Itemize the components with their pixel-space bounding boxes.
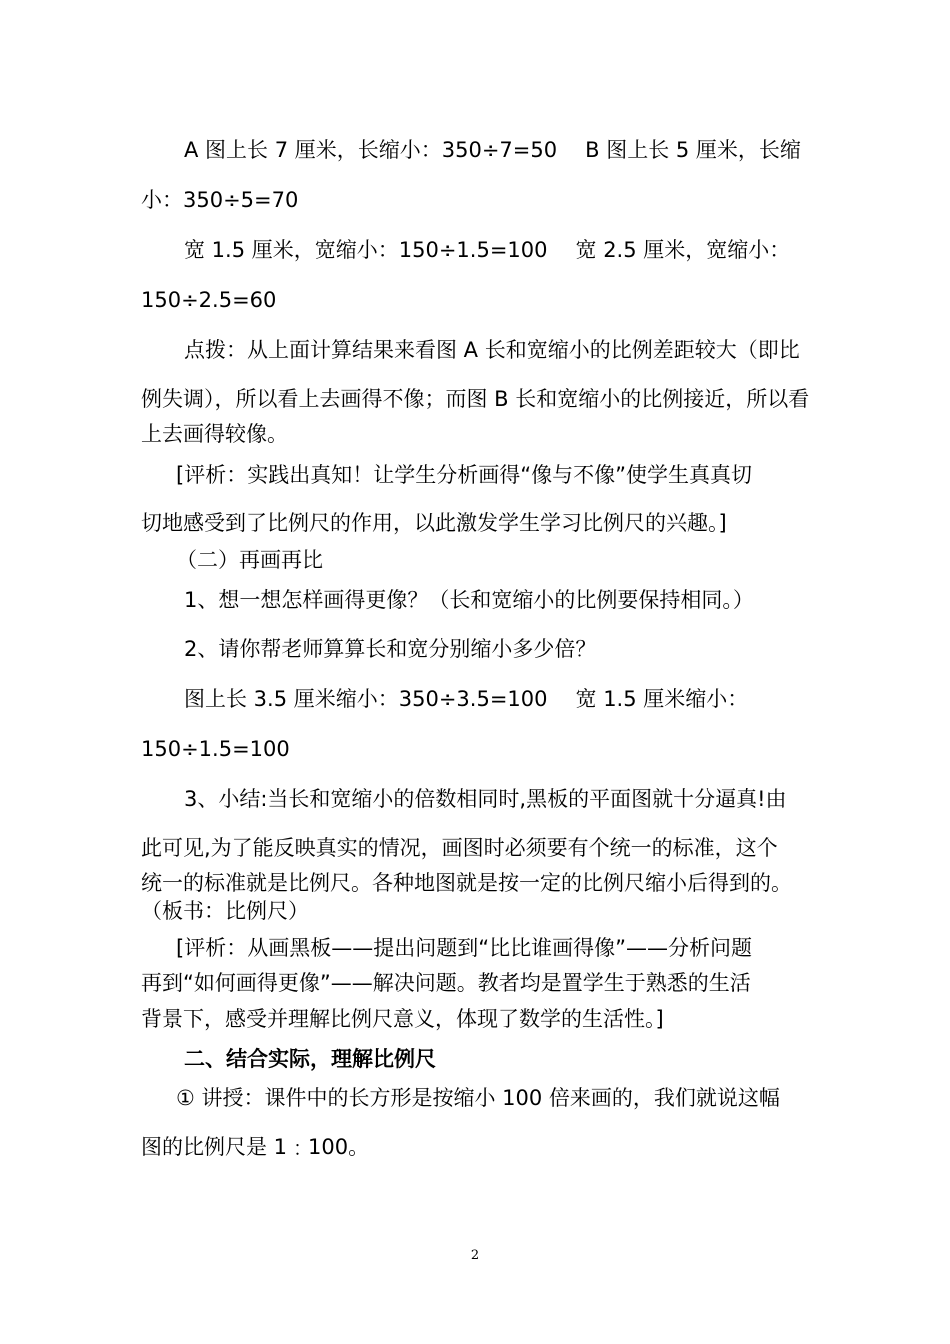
text-segment: 图上长 3.5 厘米缩小：350÷3.5=100 [184, 687, 548, 711]
paragraph-line: ① 讲授：课件中的长方形是按缩小 100 倍来画的，我们就说这幅 [176, 1086, 780, 1110]
paragraph-line: 1、想一想怎样画得更像？（长和宽缩小的比例要保持相同。） [184, 588, 754, 612]
text-segment: 宽 1.5 厘米缩小： [575, 687, 749, 711]
paragraph-line: [评析：实践出真知！让学生分析画得“像与不像”使学生真真切 [176, 463, 752, 487]
paragraph-line: 切地感受到了比例尺的作用，以此激发学生学习比例尺的兴趣。] [141, 511, 727, 535]
paragraph-line: 2、请你帮老师算算长和宽分别缩小多少倍？ [184, 637, 597, 661]
paragraph-line: 150÷2.5=60 [141, 288, 277, 312]
paragraph-line: 例失调），所以看上去画得不像；而图 B 长和宽缩小的比例接近，所以看 [141, 387, 810, 411]
paragraph-line: 150÷1.5=100 [141, 737, 290, 761]
paragraph-line: 背景下，感受并理解比例尺意义，体现了数学的生活性。] [141, 1007, 664, 1031]
paragraph-line: 图的比例尺是 1﹕100。 [141, 1135, 370, 1159]
paragraph-line: 小：350÷5=70 [141, 188, 299, 212]
section-heading: （二）再画再比 [176, 548, 323, 572]
paragraph-line [184, 136, 801, 164]
paragraph-line: 3、小结:当长和宽缩小的倍数相同时,黑板的平面图就十分逼真!由 [184, 787, 787, 811]
text-segment: B 图上长 5 厘米，长缩 [585, 138, 801, 162]
paragraph-line: （板书：比例尺） [141, 899, 309, 923]
section-heading: 二、结合实际，理解比例尺 [184, 1047, 436, 1071]
paragraph-line: 此可见,为了能反映真实的情况，画图时必须要有个统一的标准，这个 [141, 836, 778, 860]
text-segment: A 图上长 7 厘米，长缩小：350÷7=50 [184, 138, 558, 162]
paragraph-line: 统一的标准就是比例尺。各种地图就是按一定的比例尺缩小后得到的。 [141, 871, 792, 895]
paragraph-line [184, 236, 790, 264]
page-number: 2 [470, 1248, 480, 1263]
paragraph-line: 再到“如何画得更像”——解决问题。教者均是置学生于熟悉的生活 [141, 971, 751, 995]
paragraph-line: 上去画得较像。 [141, 422, 288, 446]
text-segment: 宽 2.5 厘米，宽缩小： [575, 238, 791, 262]
paragraph-line [184, 685, 748, 713]
paragraph-line: [评析：从画黑板——提出问题到“比比谁画得像”——分析问题 [176, 936, 752, 960]
paragraph-line: 点拨：从上面计算结果来看图 A 长和宽缩小的比例差距较大（即比 [184, 338, 800, 362]
text-segment: 宽 1.5 厘米，宽缩小：150÷1.5=100 [184, 238, 548, 262]
